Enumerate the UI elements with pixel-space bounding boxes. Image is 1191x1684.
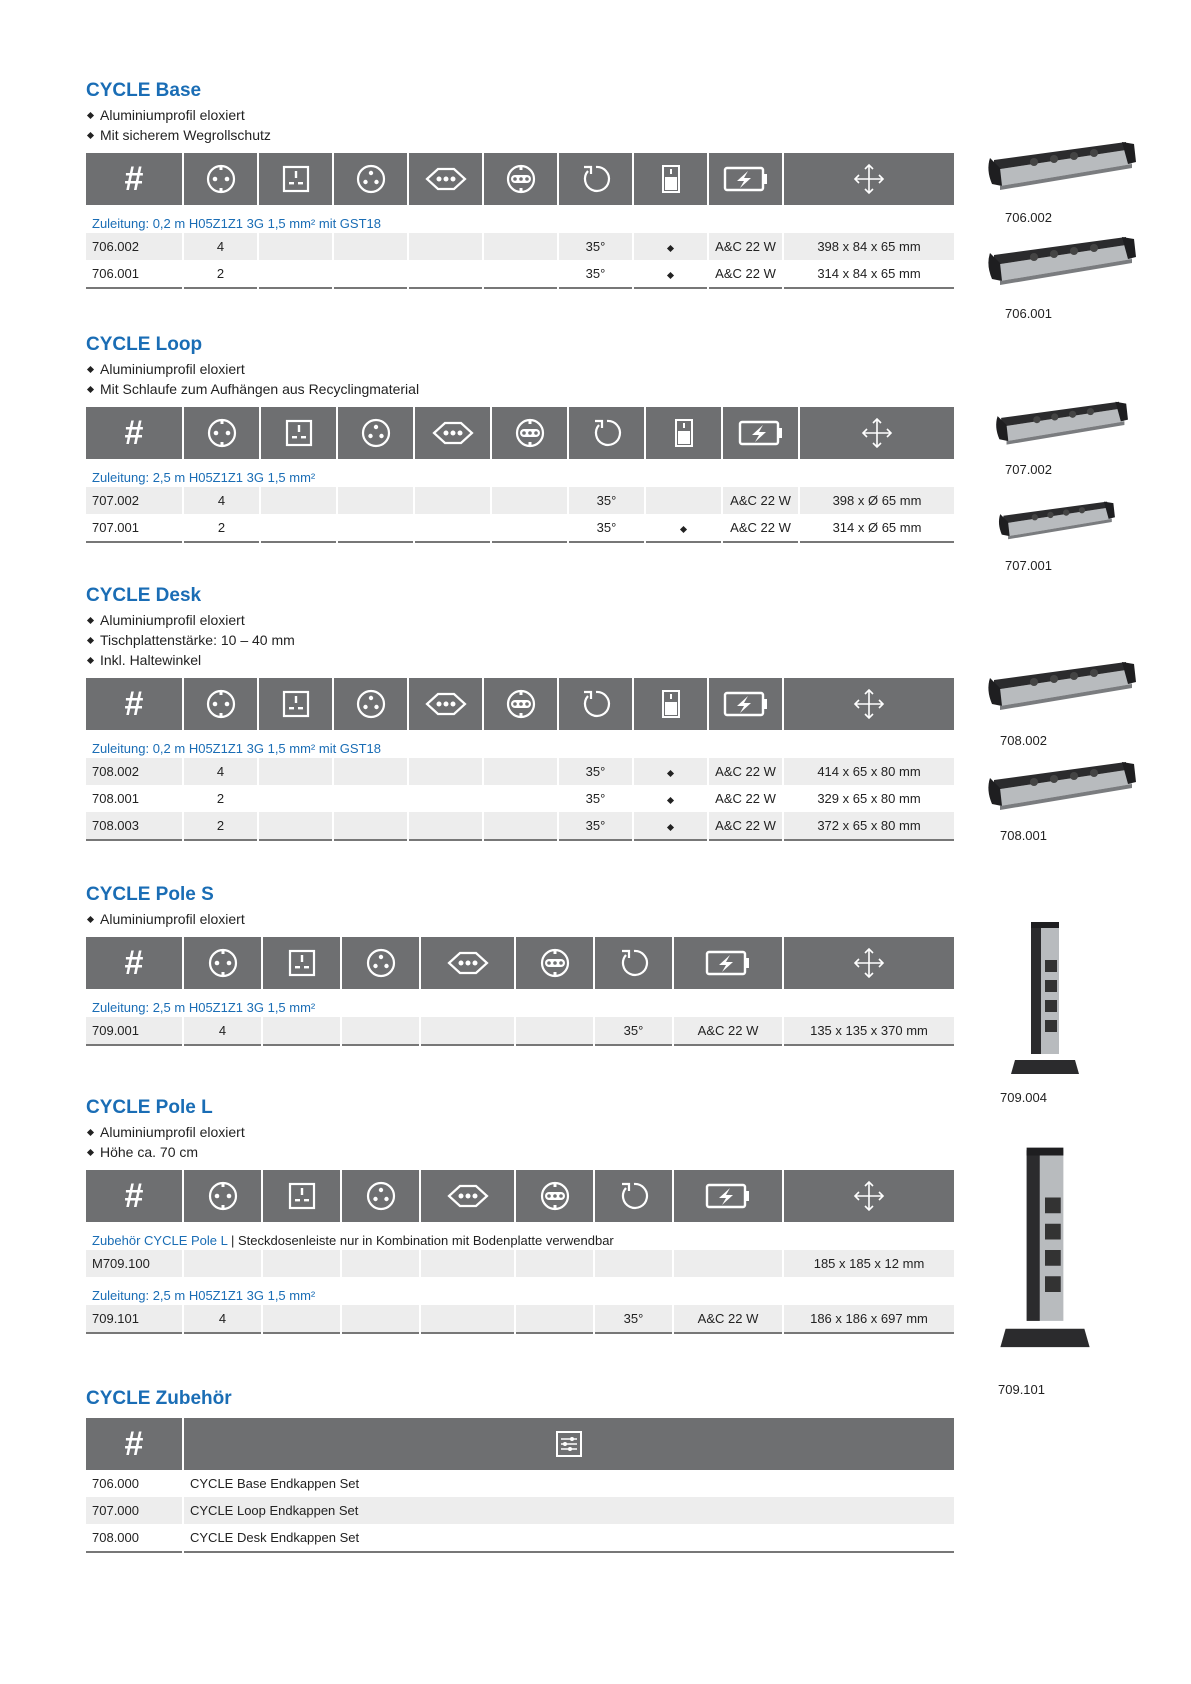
article-number-header: # (86, 678, 183, 730)
section-desk (86, 585, 954, 841)
socket-count: 4 (183, 233, 258, 260)
accessory-note: | Steckdosenleiste nur in Kombination mit Bodenplatte verwendbar (227, 1232, 614, 1248)
feed-line: Zuleitung: 2,5 m H05Z1Z1 3G 1,5 mm² (86, 1277, 954, 1305)
usb-spec: A&C 22 W (673, 1017, 783, 1045)
schuko-socket-icon (183, 153, 258, 205)
spec-table (86, 1170, 954, 1334)
section-title: CYCLE Pole S (86, 884, 214, 905)
switch-mark (645, 514, 722, 542)
uk-socket-icon (260, 407, 337, 459)
table-row (86, 1305, 954, 1333)
combo-socket-icon (515, 1170, 594, 1222)
usb-charge-icon (722, 407, 799, 459)
switch-icon (633, 678, 708, 730)
switch-mark (633, 233, 708, 260)
socket-count: 4 (183, 758, 258, 785)
article-number: 708.003 (86, 812, 183, 840)
usb-charge-icon (673, 937, 783, 989)
dimensions: 135 x 135 x 370 mm (783, 1017, 954, 1045)
dimensions: 186 x 186 x 697 mm (783, 1305, 954, 1333)
socket-count: 4 (183, 1017, 262, 1045)
article-number: 708.002 (86, 758, 183, 785)
feature-item: Aluminiumprofil eloxiert (86, 359, 954, 379)
article-number: 709.101 (86, 1305, 183, 1333)
feature-list (86, 1122, 954, 1162)
dimensions: 398 x Ø 65 mm (799, 487, 954, 514)
socket-count: 2 (183, 514, 260, 542)
product-image-707001 (996, 500, 1116, 544)
accessory-label: Zubehör CYCLE Pole L (92, 1232, 228, 1248)
product-caption: 709.004 (1000, 1090, 1047, 1105)
feature-item: Tischplattenstärke: 10 – 40 mm (86, 630, 954, 650)
settings-icon (183, 1418, 954, 1470)
spec-table (86, 1418, 954, 1553)
item-description: CYCLE Desk Endkappen Set (183, 1524, 954, 1552)
feed-line: Zuleitung: 2,5 m H05Z1Z1 3G 1,5 mm² (86, 989, 954, 1017)
usb-spec: A&C 22 W (722, 514, 799, 542)
french-socket-icon (337, 407, 414, 459)
section-title: CYCLE Desk (86, 585, 202, 606)
switch-mark (633, 812, 708, 840)
section-title: CYCLE Base (86, 80, 202, 101)
swiss-socket-icon (408, 678, 483, 730)
switch-mark (633, 260, 708, 288)
switch-icon (645, 407, 722, 459)
switch-mark (633, 758, 708, 785)
table-row (86, 1470, 954, 1497)
product-image-708001 (986, 760, 1136, 816)
article-number-header: # (86, 1418, 183, 1470)
feature-item: Aluminiumprofil eloxiert (86, 909, 954, 929)
item-description: CYCLE Loop Endkappen Set (183, 1497, 954, 1524)
section-loop (86, 334, 954, 543)
dimensions: 372 x 65 x 80 mm (783, 812, 954, 840)
feature-item: Aluminiumprofil eloxiert (86, 610, 954, 630)
dimensions-icon (783, 937, 954, 989)
usb-spec: A&C 22 W (708, 758, 783, 785)
dimensions: 329 x 65 x 80 mm (783, 785, 954, 812)
product-image-708002 (986, 660, 1136, 716)
table-row (86, 487, 954, 514)
table-row (86, 785, 954, 812)
dimensions-icon (783, 153, 954, 205)
product-image-706002 (986, 140, 1136, 196)
socket-count: 2 (183, 260, 258, 288)
article-number-header: # (86, 153, 183, 205)
accessory-line (86, 1222, 954, 1250)
feed-line: Zuleitung: 0,2 m H05Z1Z1 3G 1,5 mm² mit GST18 (86, 730, 954, 758)
swiss-socket-icon (408, 153, 483, 205)
article-number: 707.000 (86, 1497, 183, 1524)
product-image-707002 (986, 400, 1136, 450)
table-row (86, 758, 954, 785)
feature-item: Mit Schlaufe zum Aufhängen aus Recyclingmaterial (86, 379, 954, 399)
rotation-icon (594, 1170, 673, 1222)
table-row (86, 1497, 954, 1524)
uk-socket-icon (258, 678, 333, 730)
rotation-icon (594, 937, 673, 989)
spec-table (86, 407, 954, 543)
angle: 35° (558, 812, 633, 840)
product-image-709004 (1000, 920, 1090, 1080)
article-number-header: # (86, 1170, 183, 1222)
schuko-socket-icon (183, 407, 260, 459)
product-caption: 709.101 (998, 1382, 1045, 1397)
article-number: 707.001 (86, 514, 183, 542)
feature-list (86, 105, 954, 145)
article-number: 709.001 (86, 1017, 183, 1045)
article-number: 707.002 (86, 487, 183, 514)
product-caption: 706.001 (1005, 306, 1052, 321)
product-caption: 708.001 (1000, 828, 1047, 843)
usb-spec: A&C 22 W (722, 487, 799, 514)
angle: 35° (568, 514, 645, 542)
uk-socket-icon (258, 153, 333, 205)
dimensions-icon (799, 407, 954, 459)
french-socket-icon (341, 937, 420, 989)
angle: 35° (594, 1017, 673, 1045)
article-number-header: # (86, 937, 183, 989)
article-number: 706.000 (86, 1470, 183, 1497)
article-number: 708.000 (86, 1524, 183, 1552)
uk-socket-icon (262, 1170, 341, 1222)
schuko-socket-icon (183, 1170, 262, 1222)
socket-count: 2 (183, 785, 258, 812)
combo-socket-icon (491, 407, 568, 459)
usb-charge-icon (673, 1170, 783, 1222)
feature-item: Aluminiumprofil eloxiert (86, 105, 954, 125)
spec-table (86, 937, 954, 1046)
angle: 35° (558, 260, 633, 288)
combo-socket-icon (483, 678, 558, 730)
usb-spec: A&C 22 W (708, 260, 783, 288)
rotation-icon (558, 153, 633, 205)
dimensions: 314 x 84 x 65 mm (783, 260, 954, 288)
usb-charge-icon (708, 678, 783, 730)
dimensions-icon (783, 678, 954, 730)
usb-spec: A&C 22 W (708, 785, 783, 812)
section-title: CYCLE Loop (86, 334, 203, 355)
feature-list (86, 359, 954, 399)
dimensions: 398 x 84 x 65 mm (783, 233, 954, 260)
spec-table (86, 678, 954, 841)
item-description: CYCLE Base Endkappen Set (183, 1470, 954, 1497)
angle: 35° (558, 758, 633, 785)
feature-item: Höhe ca. 70 cm (86, 1142, 954, 1162)
product-image-706001 (986, 235, 1136, 291)
product-caption: 706.002 (1005, 210, 1052, 225)
feature-item: Mit sicherem Wegrollschutz (86, 125, 954, 145)
section-base (86, 80, 954, 289)
angle: 35° (568, 487, 645, 514)
schuko-socket-icon (183, 937, 262, 989)
table-row (86, 812, 954, 840)
dimensions-icon (783, 1170, 954, 1222)
usb-spec: A&C 22 W (708, 812, 783, 840)
table-row (86, 260, 954, 288)
section-title: CYCLE Zubehör (86, 1388, 232, 1409)
angle: 35° (558, 233, 633, 260)
french-socket-icon (333, 153, 408, 205)
article-number: 706.001 (86, 260, 183, 288)
feature-item: Aluminiumprofil eloxiert (86, 1122, 954, 1142)
swiss-socket-icon (420, 1170, 515, 1222)
table-row (86, 1017, 954, 1045)
feed-line: Zuleitung: 0,2 m H05Z1Z1 3G 1,5 mm² mit GST18 (86, 205, 954, 233)
section-pole-l (86, 1097, 954, 1334)
socket-count: 4 (183, 487, 260, 514)
table-row (86, 233, 954, 260)
article-number: M709.100 (86, 1250, 183, 1277)
section-zubehoer (86, 1388, 954, 1553)
section-title: CYCLE Pole L (86, 1097, 213, 1118)
article-number-header: # (86, 407, 183, 459)
article-number: 708.001 (86, 785, 183, 812)
switch-mark (633, 785, 708, 812)
rotation-icon (558, 678, 633, 730)
dimensions: 314 x Ø 65 mm (799, 514, 954, 542)
feature-item: Inkl. Haltewinkel (86, 650, 954, 670)
dimensions: 414 x 65 x 80 mm (783, 758, 954, 785)
spec-table (86, 153, 954, 289)
usb-spec: A&C 22 W (673, 1305, 783, 1333)
french-socket-icon (341, 1170, 420, 1222)
combo-socket-icon (515, 937, 594, 989)
section-pole-s (86, 884, 954, 1046)
usb-spec: A&C 22 W (708, 233, 783, 260)
feature-list (86, 610, 954, 670)
table-row (86, 1250, 954, 1277)
article-number: 706.002 (86, 233, 183, 260)
french-socket-icon (333, 678, 408, 730)
feed-line: Zuleitung: 2,5 m H05Z1Z1 3G 1,5 mm² (86, 459, 954, 487)
rotation-icon (568, 407, 645, 459)
product-image-709101 (990, 1145, 1100, 1355)
socket-count: 4 (183, 1305, 262, 1333)
product-caption: 707.001 (1005, 558, 1052, 573)
swiss-socket-icon (414, 407, 491, 459)
product-caption: 707.002 (1005, 462, 1052, 477)
usb-charge-icon (708, 153, 783, 205)
swiss-socket-icon (420, 937, 515, 989)
product-caption: 708.002 (1000, 733, 1047, 748)
table-row (86, 514, 954, 542)
socket-count: 2 (183, 812, 258, 840)
feature-list (86, 909, 954, 929)
switch-icon (633, 153, 708, 205)
dimensions: 185 x 185 x 12 mm (783, 1250, 954, 1277)
angle: 35° (558, 785, 633, 812)
combo-socket-icon (483, 153, 558, 205)
angle: 35° (594, 1305, 673, 1333)
schuko-socket-icon (183, 678, 258, 730)
table-row (86, 1524, 954, 1552)
uk-socket-icon (262, 937, 341, 989)
